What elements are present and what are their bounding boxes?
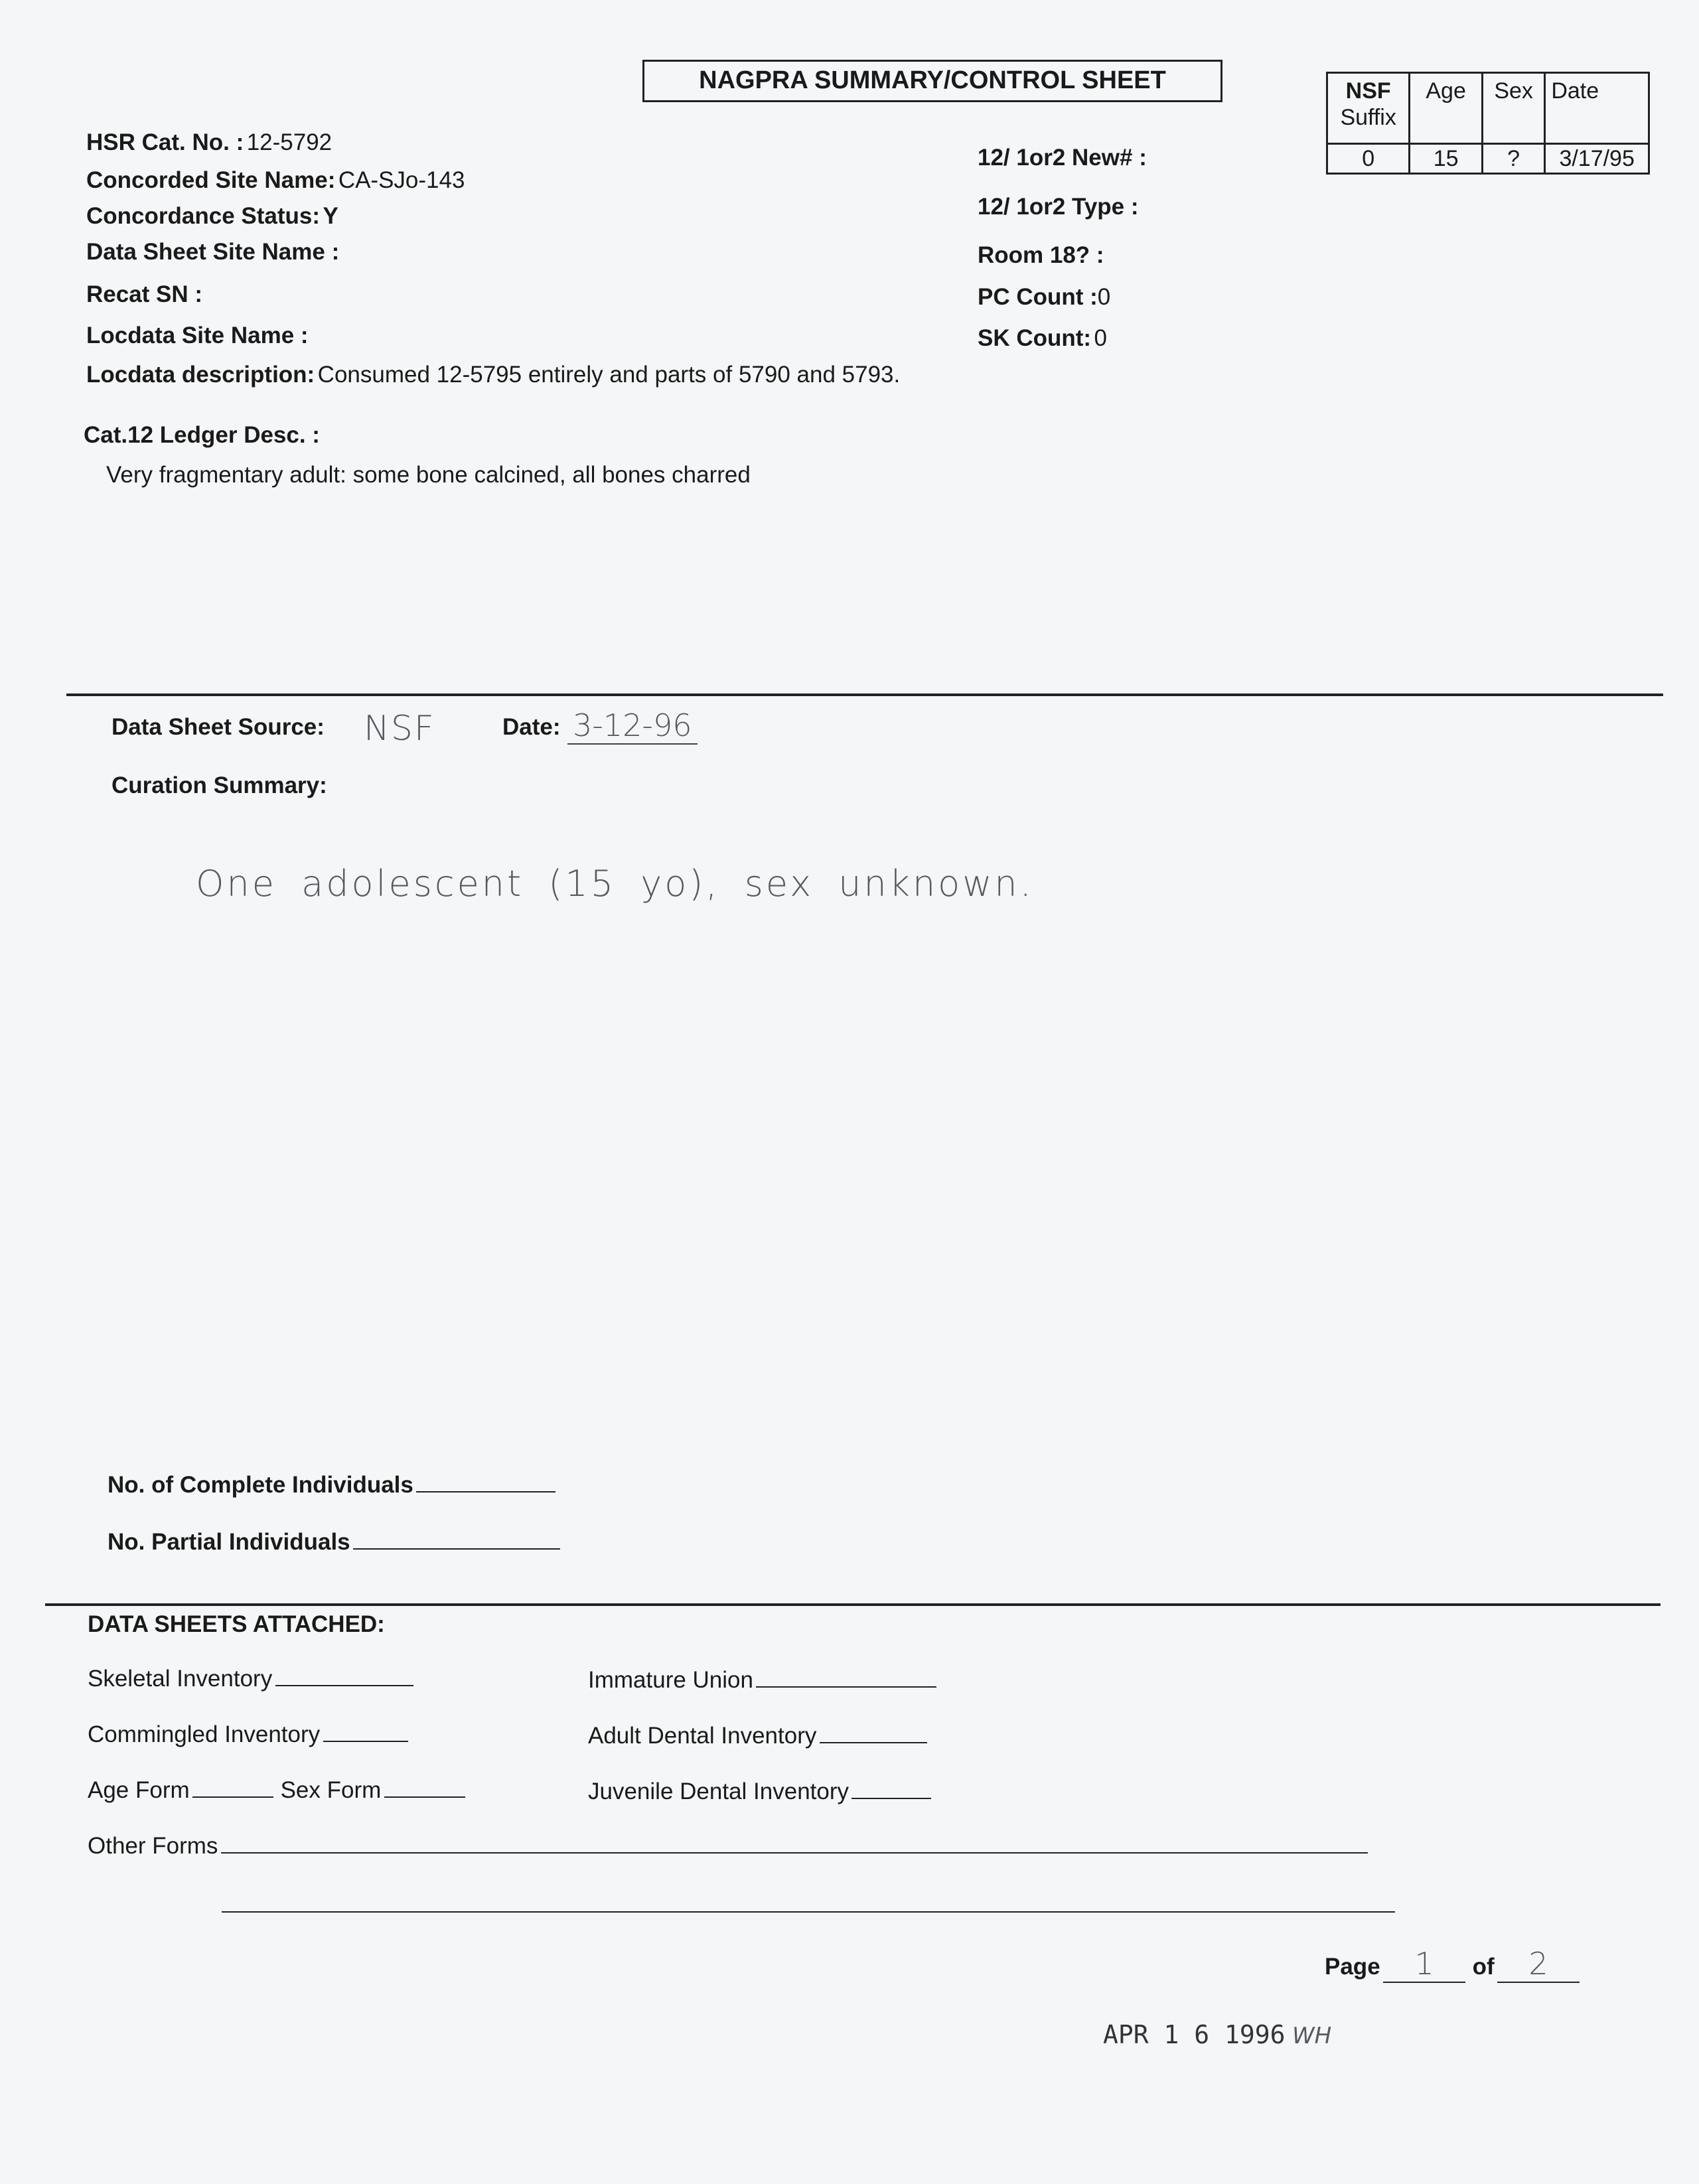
complete-individuals-blank xyxy=(416,1491,555,1492)
immature-union-label: Immature Union xyxy=(588,1667,753,1693)
other-forms-second-line xyxy=(222,1911,1395,1913)
section-divider xyxy=(66,693,1663,696)
age-form-blank xyxy=(192,1796,273,1798)
adult-dental-inventory-blank xyxy=(820,1742,927,1743)
field-value: 12-5792 xyxy=(246,129,332,155)
field-locdata-description xyxy=(86,362,900,388)
sex-form-label: Sex Form xyxy=(280,1777,382,1803)
curation-summary-text: One adolescent (15 yo), sex unknown. xyxy=(196,863,1034,905)
data-sheet-source-label: Data Sheet Source: xyxy=(111,714,325,740)
summary-table-header xyxy=(1327,73,1649,144)
field-concorded-site-name xyxy=(86,167,465,194)
other-forms-blank xyxy=(221,1852,1368,1854)
field-data-sheet-site-name xyxy=(86,239,339,265)
field-label: 12/ 1or2 New# : xyxy=(978,145,1147,171)
field-locdata-site-name xyxy=(86,323,309,349)
field-label: Concordance Status: xyxy=(86,203,320,229)
header-sex: Sex xyxy=(1482,73,1544,144)
page-total: 2 xyxy=(1497,1946,1580,1983)
complete-individuals-label: No. of Complete Individuals xyxy=(108,1472,413,1498)
ledger-label: Cat.12 Ledger Desc. : xyxy=(84,422,320,448)
header-date: Date xyxy=(1545,73,1649,144)
cell-sex: ? xyxy=(1482,144,1544,174)
field-label: Locdata Site Name : xyxy=(86,323,309,348)
summary-table-row xyxy=(1327,144,1649,174)
field-label: Room 18? : xyxy=(978,242,1104,268)
field-value: Y xyxy=(323,203,338,229)
adult-dental-inventory-field xyxy=(588,1723,927,1749)
date-label: Date: xyxy=(502,714,561,740)
received-date-stamp xyxy=(1103,2020,1331,2049)
partial-individuals-blank xyxy=(353,1548,560,1550)
field-label: PC Count : xyxy=(978,284,1098,310)
header-nsf-suffix: NSF Suffix xyxy=(1327,73,1410,144)
form-title: NAGPRA SUMMARY/CONTROL SHEET xyxy=(642,60,1222,102)
cell-date: 3/17/95 xyxy=(1545,144,1649,174)
field-value: Consumed 12-5795 entirely and parts of 5790 and 5793. xyxy=(317,362,901,388)
skeletal-inventory-label: Skeletal Inventory xyxy=(88,1666,273,1692)
field-label: 12/ 1or2 Type : xyxy=(978,194,1139,220)
cell-nsf-suffix: 0 xyxy=(1327,144,1410,174)
skeletal-inventory-field xyxy=(88,1666,413,1692)
summary-table xyxy=(1326,72,1650,175)
field-value: 0 xyxy=(1097,284,1111,310)
age-form-label: Age Form xyxy=(88,1777,190,1803)
field-concordance-status xyxy=(86,203,338,230)
age-form-field xyxy=(88,1777,465,1804)
field-hsr-cat-no xyxy=(86,129,332,156)
commingled-inventory-label: Commingled Inventory xyxy=(88,1721,321,1747)
immature-union-field xyxy=(588,1667,936,1694)
cell-age: 15 xyxy=(1410,144,1483,174)
skeletal-inventory-blank xyxy=(275,1685,413,1686)
immature-union-blank xyxy=(756,1686,936,1688)
ledger-text: Very fragmentary adult: some bone calcined, all bones charred xyxy=(106,462,751,488)
page-of-label: of xyxy=(1472,1954,1495,1980)
partial-individuals-label: No. Partial Individuals xyxy=(108,1529,350,1555)
field-label: HSR Cat. No. : xyxy=(86,129,244,155)
adult-dental-inventory-label: Adult Dental Inventory xyxy=(588,1723,817,1749)
field-label: SK Count: xyxy=(978,325,1092,351)
field-label: Concorded Site Name: xyxy=(86,167,336,193)
commingled-inventory-field xyxy=(88,1721,408,1748)
partial-individuals-field xyxy=(108,1529,560,1556)
field-label: Recat SN : xyxy=(86,281,203,307)
juvenile-dental-inventory-blank xyxy=(851,1798,931,1799)
field-value: 0 xyxy=(1094,325,1107,351)
page-indicator xyxy=(1325,1946,1580,1983)
juvenile-dental-inventory-field xyxy=(588,1779,931,1805)
field-recat-sn xyxy=(86,281,202,308)
field-label: Locdata description: xyxy=(86,362,315,388)
field-pc-count xyxy=(978,284,1110,311)
complete-individuals-field xyxy=(108,1472,555,1498)
other-forms-label: Other Forms xyxy=(88,1833,218,1859)
section-divider xyxy=(45,1603,1661,1606)
stamp-date: APR 1 6 1996 xyxy=(1103,2020,1286,2049)
juvenile-dental-inventory-label: Juvenile Dental Inventory xyxy=(588,1779,849,1804)
field-sk-count xyxy=(978,325,1107,352)
stamp-initials: WH xyxy=(1292,2023,1332,2049)
field-type xyxy=(978,194,1139,220)
field-value: CA-SJo-143 xyxy=(338,167,465,193)
commingled-inventory-blank xyxy=(323,1741,408,1742)
field-new-number xyxy=(978,145,1147,171)
other-forms-field xyxy=(88,1833,1368,1859)
data-sheet-source-value: NSF xyxy=(364,709,435,749)
date-value: 3-12-96 xyxy=(567,707,698,745)
page-label: Page xyxy=(1325,1954,1380,1980)
curation-summary-label: Curation Summary: xyxy=(111,772,327,798)
field-room-18 xyxy=(978,242,1104,269)
sex-form-blank xyxy=(384,1796,465,1798)
page-current: 1 xyxy=(1383,1946,1465,1983)
header-age: Age xyxy=(1410,73,1483,144)
data-sheets-attached-heading: DATA SHEETS ATTACHED: xyxy=(88,1611,385,1637)
field-label: Data Sheet Site Name : xyxy=(86,239,340,265)
